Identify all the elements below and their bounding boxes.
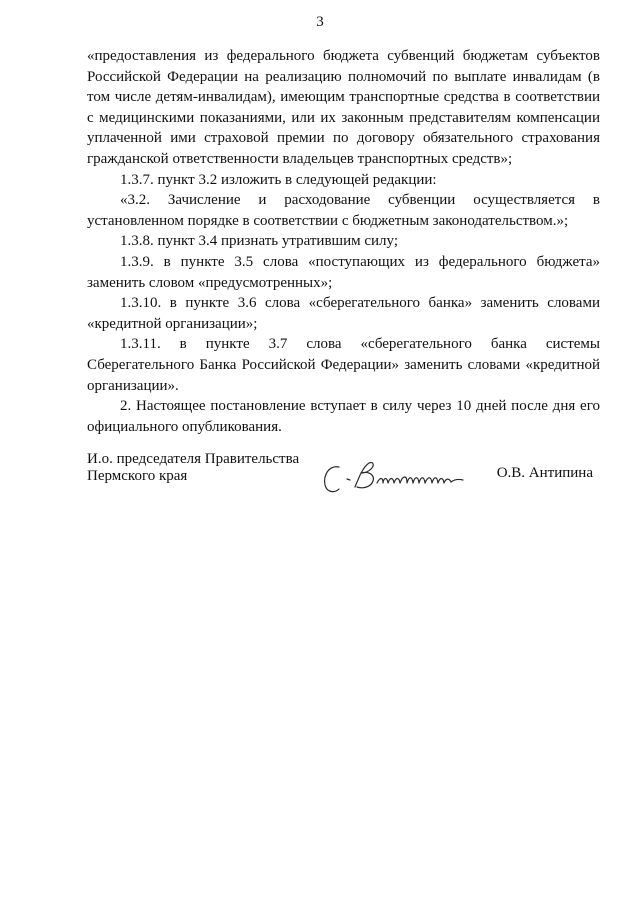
signature-block: [87, 451, 600, 501]
handwritten-signature-icon: [317, 453, 487, 497]
signatory-title: [87, 451, 299, 485]
paragraph-quote-3-2: «3.2. Зачисление и расходование субвенции осуществляется в установленном порядке в соответствии с бюджетным законодательством.»;: [87, 192, 600, 229]
paragraph-continuation: «предоставления из федерального бюджета субвенций бюджетам субъектов Российской Федерации на реализацию полномочий по выплате инвалидам (в том числе детям-инвалидам), имеющим транспортные средства в соответствии с медицинскими показаниями, или их законным представителям компенсации уплаченной ими страховой премии по договору обязательного страхования гражданской ответственности владельцев транспортных средств»;: [87, 48, 600, 167]
paragraph-1-3-9: 1.3.9. в пункте 3.5 слова «поступающих из федерального бюджета» заменить словом «предусмотренных»;: [87, 253, 600, 291]
signatory-name: О.В. Антипина: [496, 465, 593, 481]
paragraph-1-3-11: 1.3.11. в пункте 3.7 слова «сберегательного банка системы Сберегательного Банка Российской Федерации» заменить словами «кредитной организации».: [87, 336, 600, 394]
paragraph-1-3-10: 1.3.10. в пункте 3.6 слова «сберегательного банка» заменить словами «кредитной организации»;: [87, 295, 600, 332]
paragraph-2-effective-date: 2. Настоящее постановление вступает в силу через 10 дней после дня его официального опубликования.: [87, 398, 600, 435]
signatory-title-line-2: Пермского края: [87, 468, 188, 484]
paragraph-1-3-7: 1.3.7. пункт 3.2 изложить в следующей редакции:: [120, 171, 437, 188]
page-number: 3: [316, 14, 324, 30]
document-body: [87, 46, 600, 437]
signatory-title-line-1: И.о. председателя Правительства: [87, 451, 300, 467]
paragraph-1-3-8: 1.3.8. пункт 3.4 признать утратившим силу;: [120, 233, 399, 250]
